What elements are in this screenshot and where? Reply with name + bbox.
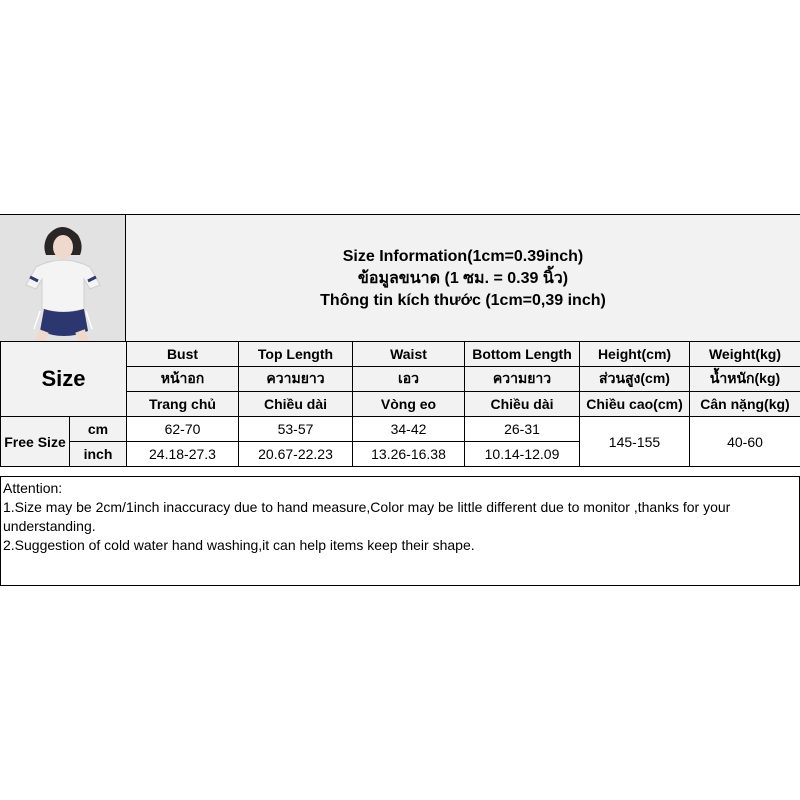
col-waist-vi: Vòng eo [353,392,465,417]
col-bust-vi: Trang chủ [127,392,239,417]
unit-cm-label: cm [70,417,127,442]
bust-inch: 24.18-27.3 [127,442,239,467]
title-vietnamese: Thông tin kích thước (1cm=0,39 inch) [320,291,606,309]
col-waist-en: Waist [353,342,465,367]
product-photo [0,215,126,342]
col-height-en: Height(cm) [580,342,690,367]
size-label: Size [41,366,86,391]
col-waist-th: เอว [353,367,465,392]
model-illustration [0,215,126,342]
attention-title: Attention: [3,480,63,496]
size-header-cell [1,342,127,417]
col-bust-th: หน้าอก [127,367,239,392]
col-bottom-length-vi: Chiều dài [465,392,580,417]
bottom-length-inch: 10.14-12.09 [465,442,580,467]
top-length-inch: 20.67-22.23 [239,442,353,467]
bust-cm: 62-70 [127,417,239,442]
size-table [0,341,800,467]
free-size-label: Free Size [1,417,70,467]
col-top-length-vi: Chiều dài [239,392,353,417]
col-weight-en: Weight(kg) [690,342,800,367]
col-weight-vi: Cân nặng(kg) [690,392,800,417]
attention-note-1: 1.Size may be 2cm/1inch inaccuracy due to hand measure,Color may be little different due to monitor ,thanks for your understanding. [3,499,731,534]
weight-value: 40-60 [690,417,800,467]
size-info-title [126,215,800,342]
attention-note-2: 2.Suggestion of cold water hand washing,it can help items keep their shape. [3,537,475,553]
col-top-length-th: ความยาว [239,367,353,392]
unit-inch-label: inch [70,442,127,467]
title-english: Size Information(1cm=0.39inch) [342,247,584,265]
table-row-cm [1,417,800,442]
waist-inch: 13.26-16.38 [353,442,465,467]
size-chart [0,214,800,586]
col-top-length-en: Top Length [239,342,353,367]
height-value: 145-155 [580,417,690,467]
col-bottom-length-th: ความยาว [465,367,580,392]
attention-box [0,476,800,586]
col-height-vi: Chiều cao(cm) [580,392,690,417]
top-length-cm: 53-57 [239,417,353,442]
header-row-english [1,342,800,367]
col-bust-en: Bust [127,342,239,367]
title-thai: ข้อมูลขนาด (1 ซม. = 0.39 นิ้ว) [357,269,569,287]
waist-cm: 34-42 [353,417,465,442]
col-height-th: ส่วนสูง(cm) [580,367,690,392]
col-weight-th: น้ำหนัก(kg) [690,367,800,392]
bottom-length-cm: 26-31 [465,417,580,442]
size-chart-header [0,214,800,342]
col-bottom-length-en: Bottom Length [465,342,580,367]
